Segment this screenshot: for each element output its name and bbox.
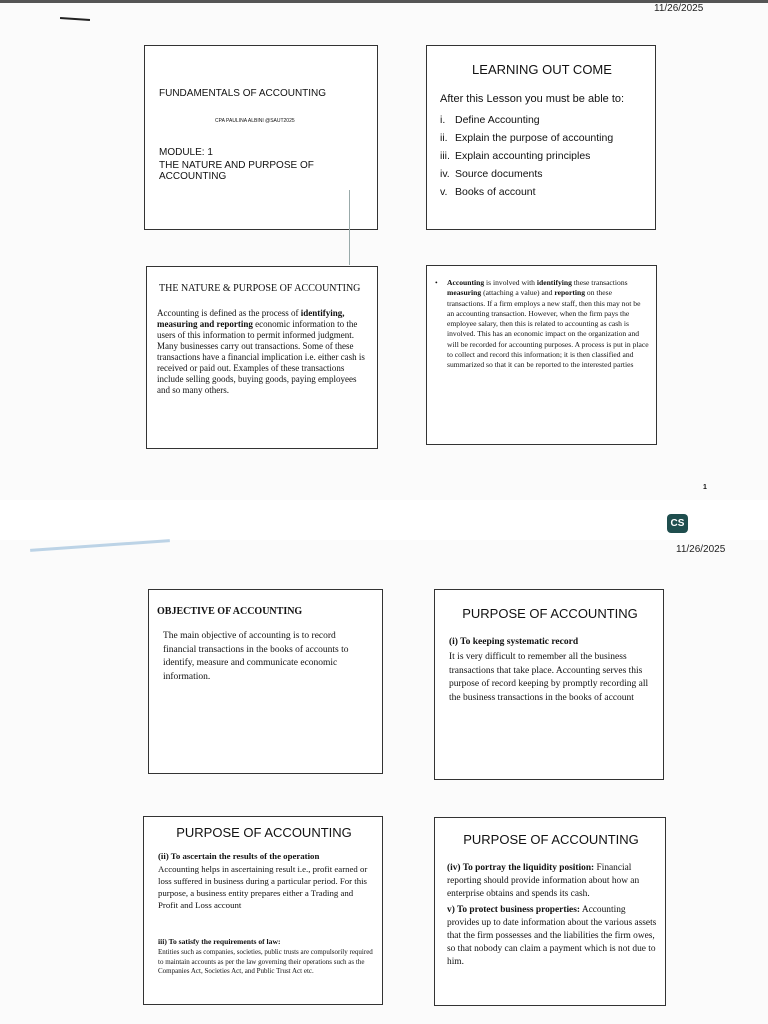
- page-number: 1: [703, 484, 707, 491]
- course-title: FUNDAMENTALS OF ACCOUNTING: [159, 88, 327, 99]
- slide-nature-purpose: [146, 266, 378, 449]
- slide-body: [435, 278, 649, 371]
- outcome-list: [440, 111, 613, 201]
- scanned-page-1: [0, 0, 768, 500]
- slide-heading: LEARNING OUT COME: [472, 62, 612, 77]
- list-item: iii. Explain accounting principles: [440, 150, 591, 162]
- slide-title: [144, 45, 378, 230]
- slide-purpose-2: [143, 816, 383, 1005]
- slide-body: [157, 308, 371, 396]
- author-line: CPA PAULINA ALBINI @SAUT2025: [215, 118, 295, 124]
- print-date: 11/26/2025: [654, 3, 704, 14]
- slide-purpose-3: [434, 817, 666, 1006]
- slide-subheading: (i) To keeping systematic record: [449, 637, 579, 647]
- slide-heading: PURPOSE OF ACCOUNTING: [462, 606, 638, 621]
- list-item: iv. Source documents: [440, 168, 543, 180]
- slide-accounting-definition: [426, 265, 657, 445]
- slide-subheading: (ii) To ascertain the results of the operation: [158, 851, 320, 861]
- protect-properties-paragraph: v) To protect business properties: Accounting provides up to date information about the various assets that the firm possesses and the liabilities the firm owes, so that nobody can claim a payment which is not due to him.: [447, 904, 657, 968]
- slide-body: It is very difficult to remember all the business transactions that take place. Accounting serves this purpose of record keeping by promptly recording all the business transactions in the books of account: [449, 652, 649, 703]
- liquidity-paragraph: (iv) To portray the liquidity position: Financial reporting should provide information about how an enterprise obtains and spends its cash.: [447, 863, 640, 900]
- camscanner-badge: CS: [667, 514, 688, 533]
- print-date: 11/26/2025: [676, 544, 726, 555]
- slide-objective: [148, 589, 383, 774]
- list-item: ii. Explain the purpose of accounting: [440, 132, 614, 144]
- intro-text: After this Lesson you must be able to:: [440, 93, 625, 105]
- slide-purpose-1: [434, 589, 664, 780]
- slide-heading: OBJECTIVE OF ACCOUNTING: [157, 606, 303, 617]
- bullet: •: [435, 278, 438, 287]
- scan-edge-shadow: [30, 539, 170, 552]
- scanned-page-2: [0, 540, 768, 1024]
- slide-body: Entities such as companies, societies, public trusts are compulsorily required to maintain accounts as per the law governing their operations such as the Companies Act, Societies Act, and Public Trust Act etc.: [158, 948, 373, 975]
- list-item: i. Define Accounting: [440, 114, 540, 126]
- objective-text: The main objective of accounting is to record financial transactions in the books of accounts to identify, measure and communicate economic information.: [163, 631, 349, 682]
- slide-heading: THE NATURE & PURPOSE OF ACCOUNTING: [159, 283, 361, 294]
- module-title: THE NATURE AND PURPOSE OF ACCOUNTING: [159, 160, 314, 182]
- pen-stroke-mark: [60, 17, 90, 21]
- module-number: MODULE: 1: [159, 147, 213, 158]
- slide-body: [447, 862, 659, 970]
- slide-heading: PURPOSE OF ACCOUNTING: [463, 832, 639, 847]
- transactions-paragraph: Many businesses carry out transactions. Some of these transactions have a financial implication i.e. either cash is received or paid out. Examples of these transactions include selling goods, buying goods, paying employees and so many others.: [157, 341, 365, 395]
- slide-subheading: iii) To satisfy the requirements of law:: [158, 937, 281, 946]
- scan-top-edge-shadow: [0, 0, 768, 3]
- slide-body: Accounting helps in ascertaining result i.e., profit earned or loss suffered in business during a particular period. For this purpose, a business entity prepares either a Trading and Profit and Loss account: [158, 864, 368, 910]
- slide-learning-outcome: [426, 45, 656, 230]
- slide-heading: PURPOSE OF ACCOUNTING: [176, 825, 352, 840]
- scan-pencil-line: [349, 190, 350, 265]
- list-item: v. Books of account: [440, 186, 536, 198]
- definition-paragraph: Accounting is defined as the process of identifying, measuring and reporting economic information to the users of this information to permit informed judgment.: [157, 308, 358, 340]
- accounting-process-paragraph: Accounting is involved with identifying these transactions measuring (attaching a value) and reporting on these transactions. If a firm employs a new staff, then this may not be an accounting transaction. However, when the firm pays the employee salary, then this is related to accounting as cash is involved. This has an economic impact on the organization and will be recorded for accounting purposes. A process is put in place to collect and record this information; it is then classified and summarized so that it can be reported to the interested parties: [447, 278, 649, 370]
